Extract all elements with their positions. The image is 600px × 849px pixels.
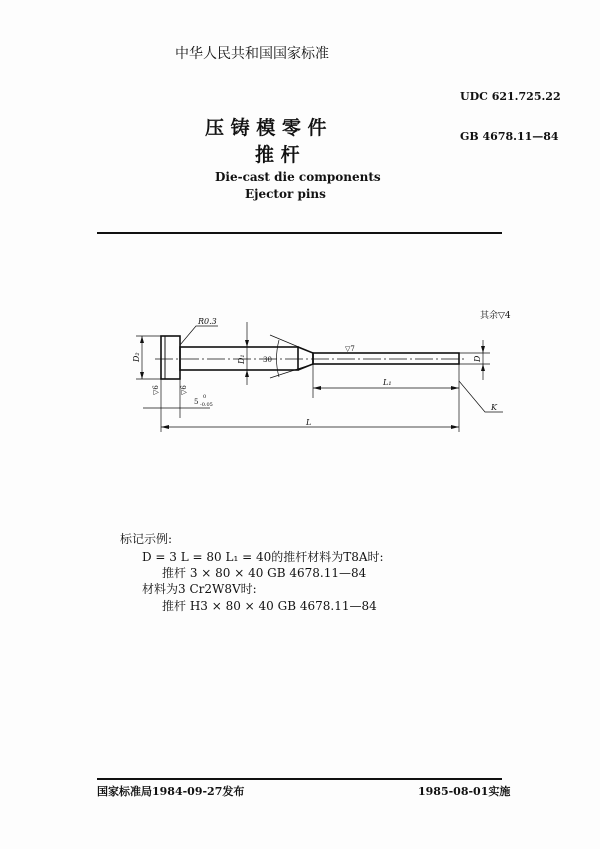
- head-thickness-label: 5: [194, 398, 199, 406]
- footer-rule: [97, 778, 502, 780]
- angle-dimension: [270, 335, 313, 378]
- standard-type: 中华人民共和国国家标准: [175, 46, 329, 62]
- d2-label: D₂: [132, 352, 141, 362]
- issue-date: 国家标准局1984-09-27发布: [97, 785, 245, 798]
- shank-finish: ▽7: [345, 345, 355, 353]
- k-label: K: [491, 403, 497, 412]
- title-cn: 压 铸 模 零 件: [205, 117, 327, 139]
- gb-code: GB 4678.11—84: [460, 130, 559, 143]
- example-line-3: 材料为3 Cr2W8V时:: [142, 582, 257, 596]
- title-en: Die-cast die components: [215, 170, 381, 184]
- udc-code: UDC 621.725.22: [460, 90, 561, 103]
- example-heading: 标记示例:: [120, 532, 173, 546]
- surface-note: 其余▽4: [480, 311, 511, 321]
- head-finish-right: ▽6: [180, 385, 188, 395]
- l1-label: L₁: [383, 378, 392, 387]
- l-label: L: [306, 418, 312, 427]
- pin-head: [161, 336, 180, 379]
- pin-tip: [313, 353, 459, 364]
- d1-label: D₁: [237, 354, 246, 364]
- radius-leader: [180, 326, 218, 345]
- radius-label: R0.3: [198, 317, 217, 326]
- head-tol-upper: 0: [203, 394, 207, 400]
- subtitle-en: Ejector pins: [245, 187, 326, 201]
- angle-label: 30: [263, 356, 272, 364]
- subtitle-cn: 推 杆: [255, 144, 300, 166]
- example-line-4: 推杆 H3 × 80 × 40 GB 4678.11—84: [162, 599, 377, 613]
- effective-date: 1985-08-01实施: [418, 785, 511, 798]
- example-line-2: 推杆 3 × 80 × 40 GB 4678.11—84: [162, 566, 367, 580]
- example-line-1: D = 3 L = 80 L₁ = 40的推杆材料为T8A时:: [142, 550, 384, 564]
- head-finish-left: ▽6: [152, 385, 160, 395]
- d-label: D: [473, 355, 482, 362]
- head-tol-lower: -0.05: [200, 402, 213, 408]
